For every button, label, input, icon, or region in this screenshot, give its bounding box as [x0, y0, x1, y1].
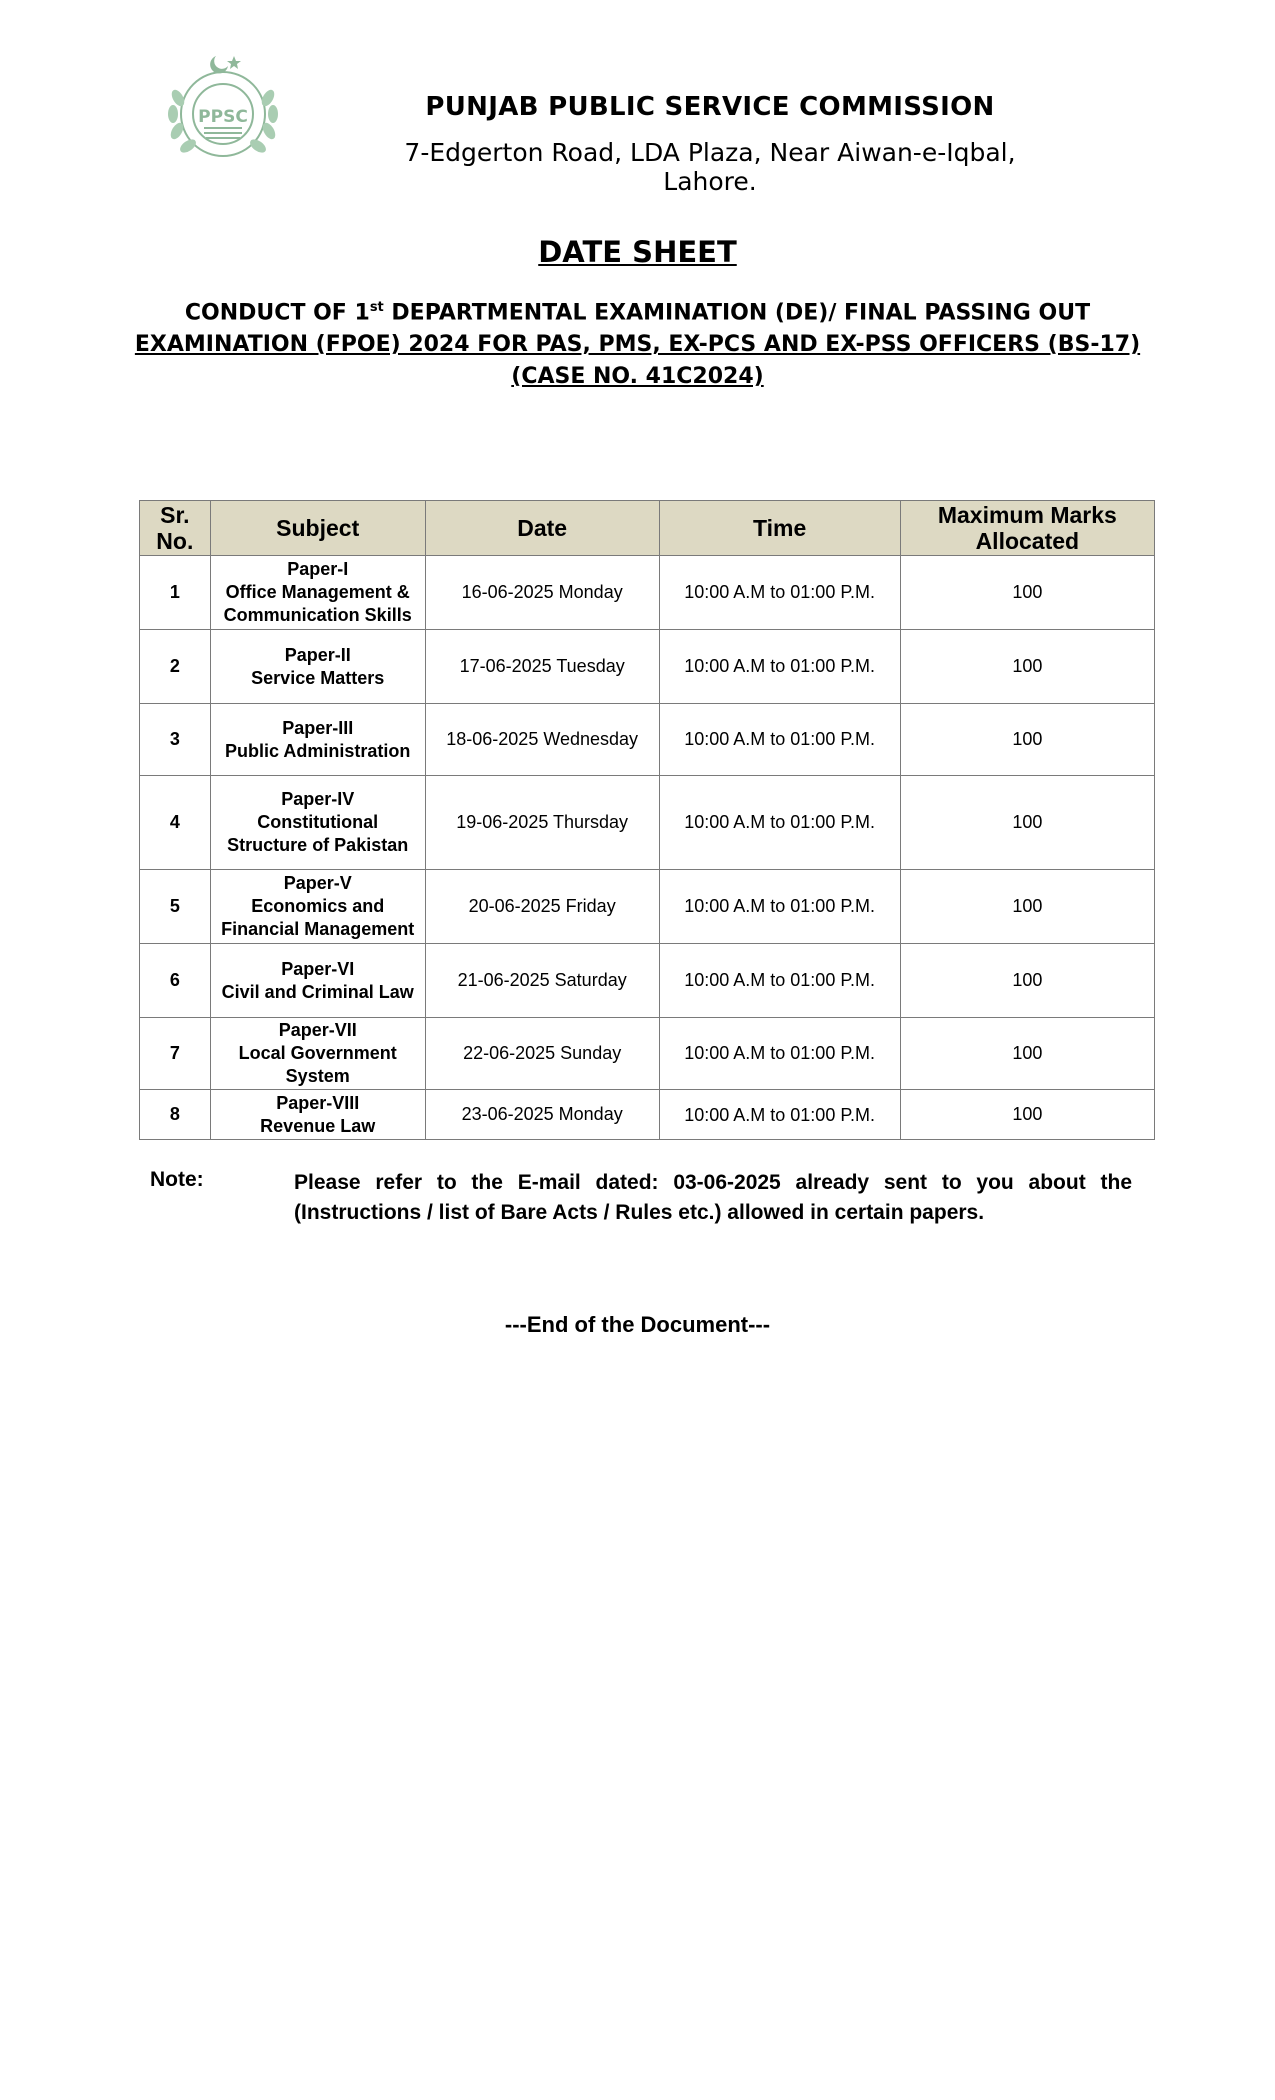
cell-time: 10:00 A.M to 01:00 P.M.: [659, 1090, 900, 1140]
organization-address: 7-Edgerton Road, LDA Plaza, Near Aiwan-e-Iqbal, Lahore.: [404, 138, 1016, 196]
cell-time: 10:00 A.M to 01:00 P.M.: [659, 630, 900, 704]
table-header-row: [140, 501, 1155, 556]
cell-date: 19-06-2025 Thursday: [425, 776, 659, 870]
table-row: [140, 1018, 1155, 1090]
cell-time: 10:00 A.M to 01:00 P.M.: [659, 704, 900, 776]
cell-date: 21-06-2025 Saturday: [425, 944, 659, 1018]
cell-marks: 100: [900, 870, 1154, 944]
cell-marks: 100: [900, 556, 1154, 630]
cell-subject: Paper-II Service Matters: [210, 630, 425, 704]
header-time: Time: [659, 501, 900, 556]
cell-sr: 5: [140, 870, 211, 944]
organization-name: PUNJAB PUBLIC SERVICE COMMISSION: [425, 92, 995, 122]
cell-date: 20-06-2025 Friday: [425, 870, 659, 944]
header-sr-no: Sr. No.: [140, 501, 211, 556]
header-maximum-marks: Maximum Marks Allocated: [900, 501, 1154, 556]
cell-sr: 4: [140, 776, 211, 870]
cell-sr: 8: [140, 1090, 211, 1140]
end-of-document: ---End of the Document---: [504, 1312, 771, 1337]
note-label: Note:: [150, 1168, 204, 1191]
cell-date: 23-06-2025 Monday: [425, 1090, 659, 1140]
table-row: [140, 870, 1155, 944]
cell-subject: Paper-VII Local Government System: [210, 1018, 425, 1090]
subtitle-line-2: EXAMINATION (FPOE) 2024 FOR PAS, PMS, EX-PCS AND EX-PSS OFFICERS (BS-17): [134, 332, 1141, 358]
date-sheet-table: [139, 500, 1155, 1140]
cell-date: 17-06-2025 Tuesday: [425, 630, 659, 704]
cell-date: 16-06-2025 Monday: [425, 556, 659, 630]
cell-sr: 3: [140, 704, 211, 776]
cell-subject: Paper-IV Constitutional Structure of Pakistan: [210, 776, 425, 870]
cell-sr: 2: [140, 630, 211, 704]
cell-marks: 100: [900, 1090, 1154, 1140]
table-row: [140, 556, 1155, 630]
cell-marks: 100: [900, 704, 1154, 776]
cell-sr: 7: [140, 1018, 211, 1090]
document-subtitle: [100, 292, 1175, 393]
ppsc-logo: [160, 48, 286, 174]
table-row: [140, 704, 1155, 776]
cell-sr: 6: [140, 944, 211, 1018]
table-row: [140, 944, 1155, 1018]
note-text: Please refer to the E-mail dated: 03-06-2025 already sent to you about the (Instructions / list of Bare Acts / Rules etc.) allowed in certain papers.: [294, 1171, 1132, 1224]
header-subject: Subject: [210, 501, 425, 556]
table-row: [140, 630, 1155, 704]
subtitle-line-1: CONDUCT OF 1st DEPARTMENTAL EXAMINATION (DE)/ FINAL PASSING OUT: [184, 300, 1091, 326]
cell-marks: 100: [900, 944, 1154, 1018]
cell-time: 10:00 A.M to 01:00 P.M.: [659, 944, 900, 1018]
cell-subject: Paper-VIII Revenue Law: [210, 1090, 425, 1140]
cell-marks: 100: [900, 630, 1154, 704]
cell-time: 10:00 A.M to 01:00 P.M.: [659, 870, 900, 944]
cell-marks: 100: [900, 1018, 1154, 1090]
cell-sr: 1: [140, 556, 211, 630]
table-row: [140, 1090, 1155, 1140]
cell-time: 10:00 A.M to 01:00 P.M.: [659, 1018, 900, 1090]
cell-time: 10:00 A.M to 01:00 P.M.: [659, 556, 900, 630]
cell-subject: Paper-V Economics and Financial Management: [210, 870, 425, 944]
subtitle-line-3: (CASE NO. 41C2024): [511, 364, 764, 390]
cell-subject: Paper-I Office Management & Communication Skills: [210, 556, 425, 630]
cell-subject: Paper-III Public Administration: [210, 704, 425, 776]
header-date: Date: [425, 501, 659, 556]
cell-date: 22-06-2025 Sunday: [425, 1018, 659, 1090]
cell-marks: 100: [900, 776, 1154, 870]
cell-subject: Paper-VI Civil and Criminal Law: [210, 944, 425, 1018]
cell-time: 10:00 A.M to 01:00 P.M.: [659, 776, 900, 870]
document-title: DATE SHEET: [538, 235, 737, 269]
svg-text:PPSC: PPSC: [198, 107, 248, 127]
table-row: [140, 776, 1155, 870]
cell-date: 18-06-2025 Wednesday: [425, 704, 659, 776]
